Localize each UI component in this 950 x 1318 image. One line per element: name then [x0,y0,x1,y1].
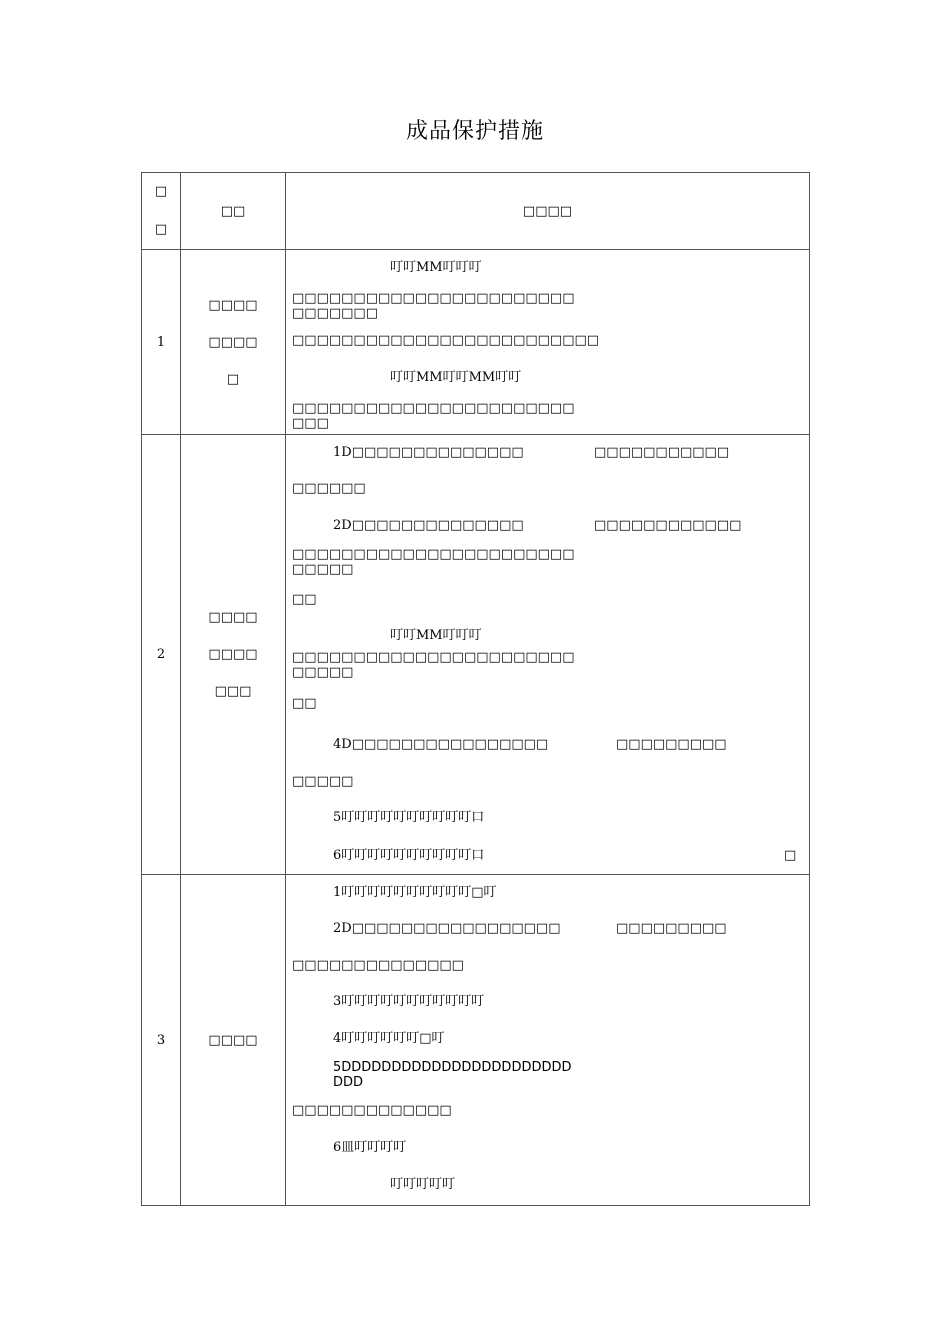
measure-line: □□□□□ [292,774,354,789]
row-measure-cell [286,875,810,1206]
measure-line: □□□□□□□□□□□□ [594,518,742,533]
measure-line: 1叮叮叮叮叮叮叮叮叮叮□叮 [333,885,497,900]
measure-line: □□□□□□□□□□□□□□□□□□□□□□□□□□□□□□ [292,291,575,321]
measure-line: □□□□□□□□□□□□□ [292,1103,452,1118]
row-measure-cell [286,435,810,875]
measures-table [141,172,810,1206]
measure-line: 5叮叮叮叮叮叮叮叮叮叮口 [333,810,485,825]
table-row [142,435,810,875]
header-no-text: □ [154,222,168,237]
measure-line: □□□□□□□□□□□□□□□□□□□□□□□□□□□□ [292,547,575,577]
measure-line: □□ [292,696,317,711]
measure-line: □□□□□□ [292,481,366,496]
row-item-text: □□□□ [208,297,258,313]
measure-line: □□□□□□□□□□□□□□□□□□□□□□□□□□ [292,401,575,431]
measure-line: 4叮叮叮叮叮叮□叮 [333,1031,445,1046]
row-item-text: □□□ [214,684,252,699]
header-item-text: □□ [220,203,246,219]
measure-line: □□□□□□□□□□□ [594,445,730,460]
page-title: 成品保护措施 [405,119,544,144]
measure-line: 3叮叮叮叮叮叮叮叮叮叮叮 [333,994,485,1009]
row-item-text: □□□□ [208,610,258,625]
header-measure-text: □□□□ [522,203,573,219]
measure-line: 4D□□□□□□□□□□□□□□□□ [333,737,549,752]
row-item-cell [181,435,286,875]
measure-line: 2D□□□□□□□□□□□□□□□□□ [333,921,561,936]
row-number: 1 [142,250,181,435]
header-no-cell [142,173,181,250]
table-header-row [142,173,810,250]
table-row [142,250,810,435]
row-item-text: □□□□ [208,647,258,662]
row-item-cell [181,250,286,435]
measure-line: 6叮叮叮叮叮叮叮叮叮叮口 [333,848,485,863]
measure-line: □□□□□□□□□ [616,921,727,936]
measure-line: 6皿叮叮叮叮 [333,1140,407,1155]
measure-line: □□□□□□□□□□□□□□□□□□□□□□□□□□□□ [292,650,575,680]
measure-line: 叮叮MM叮叮叮 [390,628,482,643]
row-item-text: □□□□ [208,1032,258,1048]
row-number: 3 [142,875,181,1206]
measure-line: □□□□□□□□□ [616,737,727,752]
table-row [142,875,810,1206]
header-no-text: □ [154,184,168,199]
row-item-text: □ [226,371,240,387]
row-item-text: □□□□ [208,334,258,350]
header-measure-cell [286,173,810,250]
row-number: 2 [142,435,181,875]
row-item-cell [181,875,286,1206]
measure-line: 2D□□□□□□□□□□□□□□ [333,518,524,533]
measure-line: 叮叮MM叮叮叮 [390,260,482,275]
measure-line: □ [784,848,797,863]
measure-line: 叮叮叮叮叮 [390,1177,456,1192]
measure-line: □□□□□□□□□□□□□□□□□□□□□□□□□ [292,333,600,348]
measure-line: □□□□□□□□□□□□□□ [292,958,464,973]
row-measure-cell [286,250,810,435]
measure-line: 1D□□□□□□□□□□□□□□ [333,445,524,460]
measure-line: 叮叮MM叮叮MM叮叮 [390,370,522,385]
measure-line: □□ [292,592,317,607]
header-item-cell [181,173,286,250]
measure-line: 5DDDDDDDDDDDDDDDDDDDDDDDDDD [333,1060,572,1090]
